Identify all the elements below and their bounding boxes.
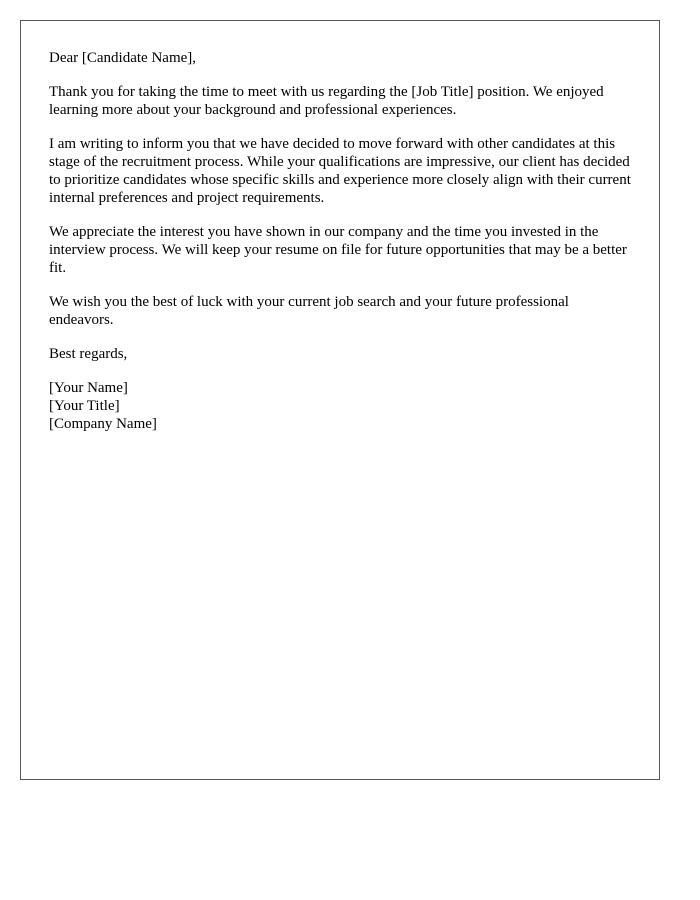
signature-block bbox=[49, 379, 634, 433]
paragraph-wishes: We wish you the best of luck with your current job search and your future professional endeavors. bbox=[49, 294, 569, 328]
letter-body bbox=[49, 49, 634, 433]
paragraph-decision: I am writing to inform you that we have decided to move forward with other candidates at this stage of the recruitment process. While your qualifications are impressive, our client has decided to prioritize candidates whose specific skills and experience more closely align with their current internal preferences and project requirements. bbox=[49, 136, 631, 206]
signature-title: [Your Title] bbox=[49, 398, 120, 414]
paragraph-intro: Thank you for taking the time to meet with us regarding the [Job Title] position. We enjoyed learning more about your background and professional experiences. bbox=[49, 84, 604, 118]
signature-company: [Company Name] bbox=[49, 416, 157, 432]
salutation: Dear [Candidate Name], bbox=[49, 50, 197, 66]
closing: Best regards, bbox=[49, 346, 128, 362]
signature-name: [Your Name] bbox=[49, 380, 128, 396]
paragraph-appreciation: We appreciate the interest you have shown in our company and the time you invested in the interview process. We will keep your resume on file for future opportunities that may be a better fit. bbox=[49, 224, 627, 276]
letter-page bbox=[20, 20, 660, 780]
